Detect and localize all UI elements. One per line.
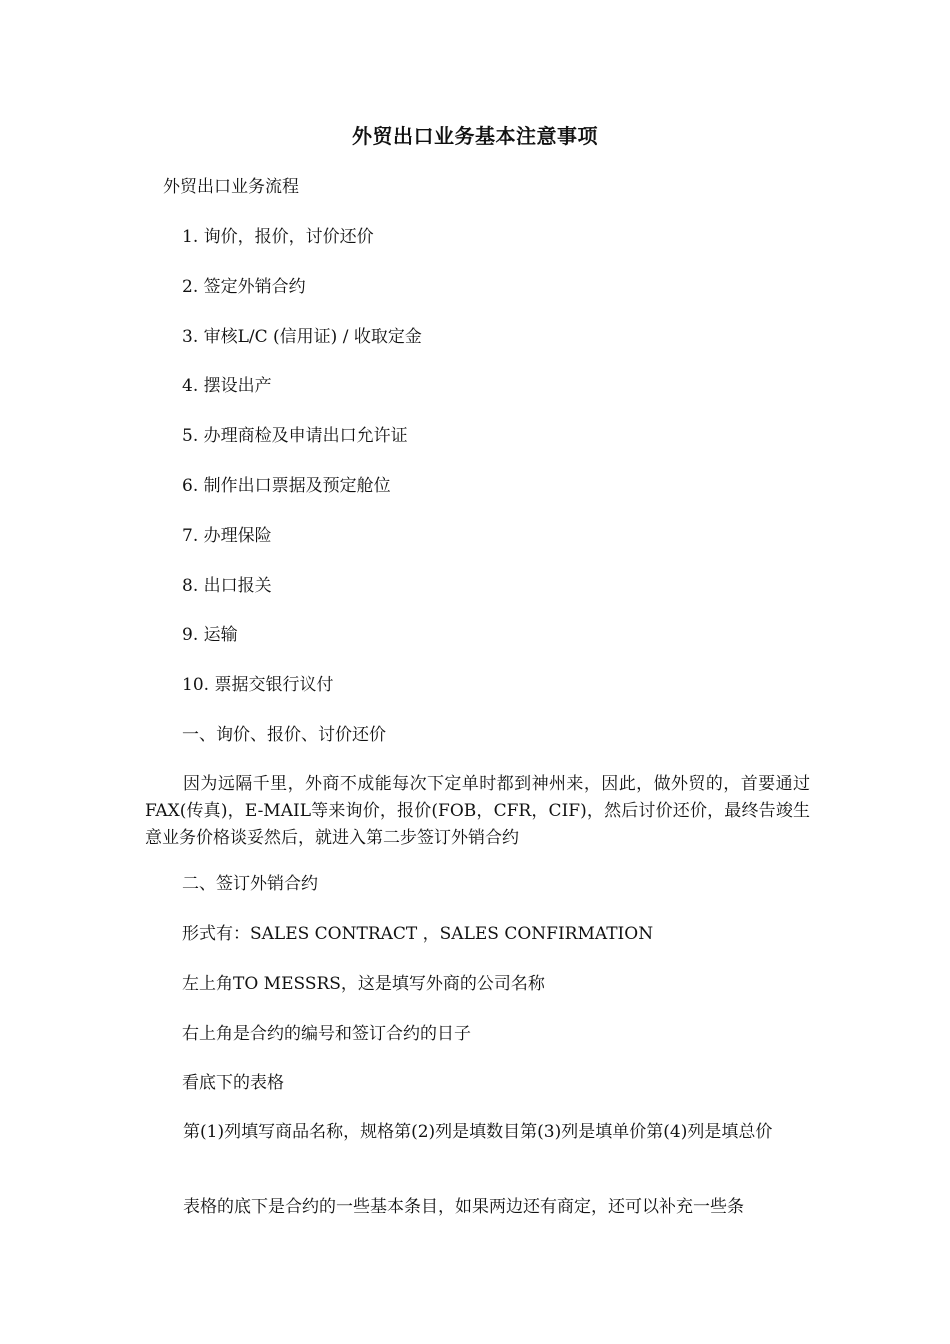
top-left-note: 左上角TO MESSRS，这是填写外商的公司名称 [182,974,545,994]
table-intro: 看底下的表格 [182,1073,284,1093]
step-item: 2. 签定外销合约 [182,277,306,297]
section-1-paragraph: 因为远隔千里，外商不成能每次下定单时都到神州来，因此，做外贸的，首要通过FAX(传真)，E-MAIL等来询价，报价(FOB，CFR，CIF)，然后讨价还价，最终告竣生意业务价格谈妥然后，就进入第二步签订外销合约 [145,774,810,848]
table-bottom-paragraph: 表格的底下是合约的一些基本条目，如果两边还有商定，还可以补充一些条 [183,1197,744,1217]
step-item: 5. 办理商检及申请出口允许证 [182,426,408,446]
process-subtitle: 外贸出口业务流程 [163,177,299,197]
step-item: 9. 运输 [182,625,238,645]
table-columns-paragraph: 第(1)列填写商品名称，规格第(2)列是填数目第(3)列是填单价第(4)列是填总价 [183,1122,773,1142]
step-item: 8. 出口报关 [182,576,272,596]
top-right-note: 右上角是合约的编号和签订合约的日子 [182,1024,471,1044]
step-item: 4. 摆设出产 [182,376,272,396]
section-2-heading: 二、签订外销合约 [182,874,318,894]
step-item: 6. 制作出口票据及预定舱位 [182,476,391,496]
step-item: 1. 询价，报价，讨价还价 [182,227,374,247]
step-item: 7. 办理保险 [182,526,272,546]
step-item: 3. 审核L/C (信用证) / 收取定金 [182,327,422,347]
section-1-heading: 一、询价、报价、讨价还价 [182,725,386,745]
step-item: 10. 票据交银行议付 [182,675,334,695]
contract-forms-line: 形式有：SALES CONTRACT ，SALES CONFIRMATION [182,924,654,944]
document-title: 外贸出口业务基本注意事项 [352,124,598,148]
